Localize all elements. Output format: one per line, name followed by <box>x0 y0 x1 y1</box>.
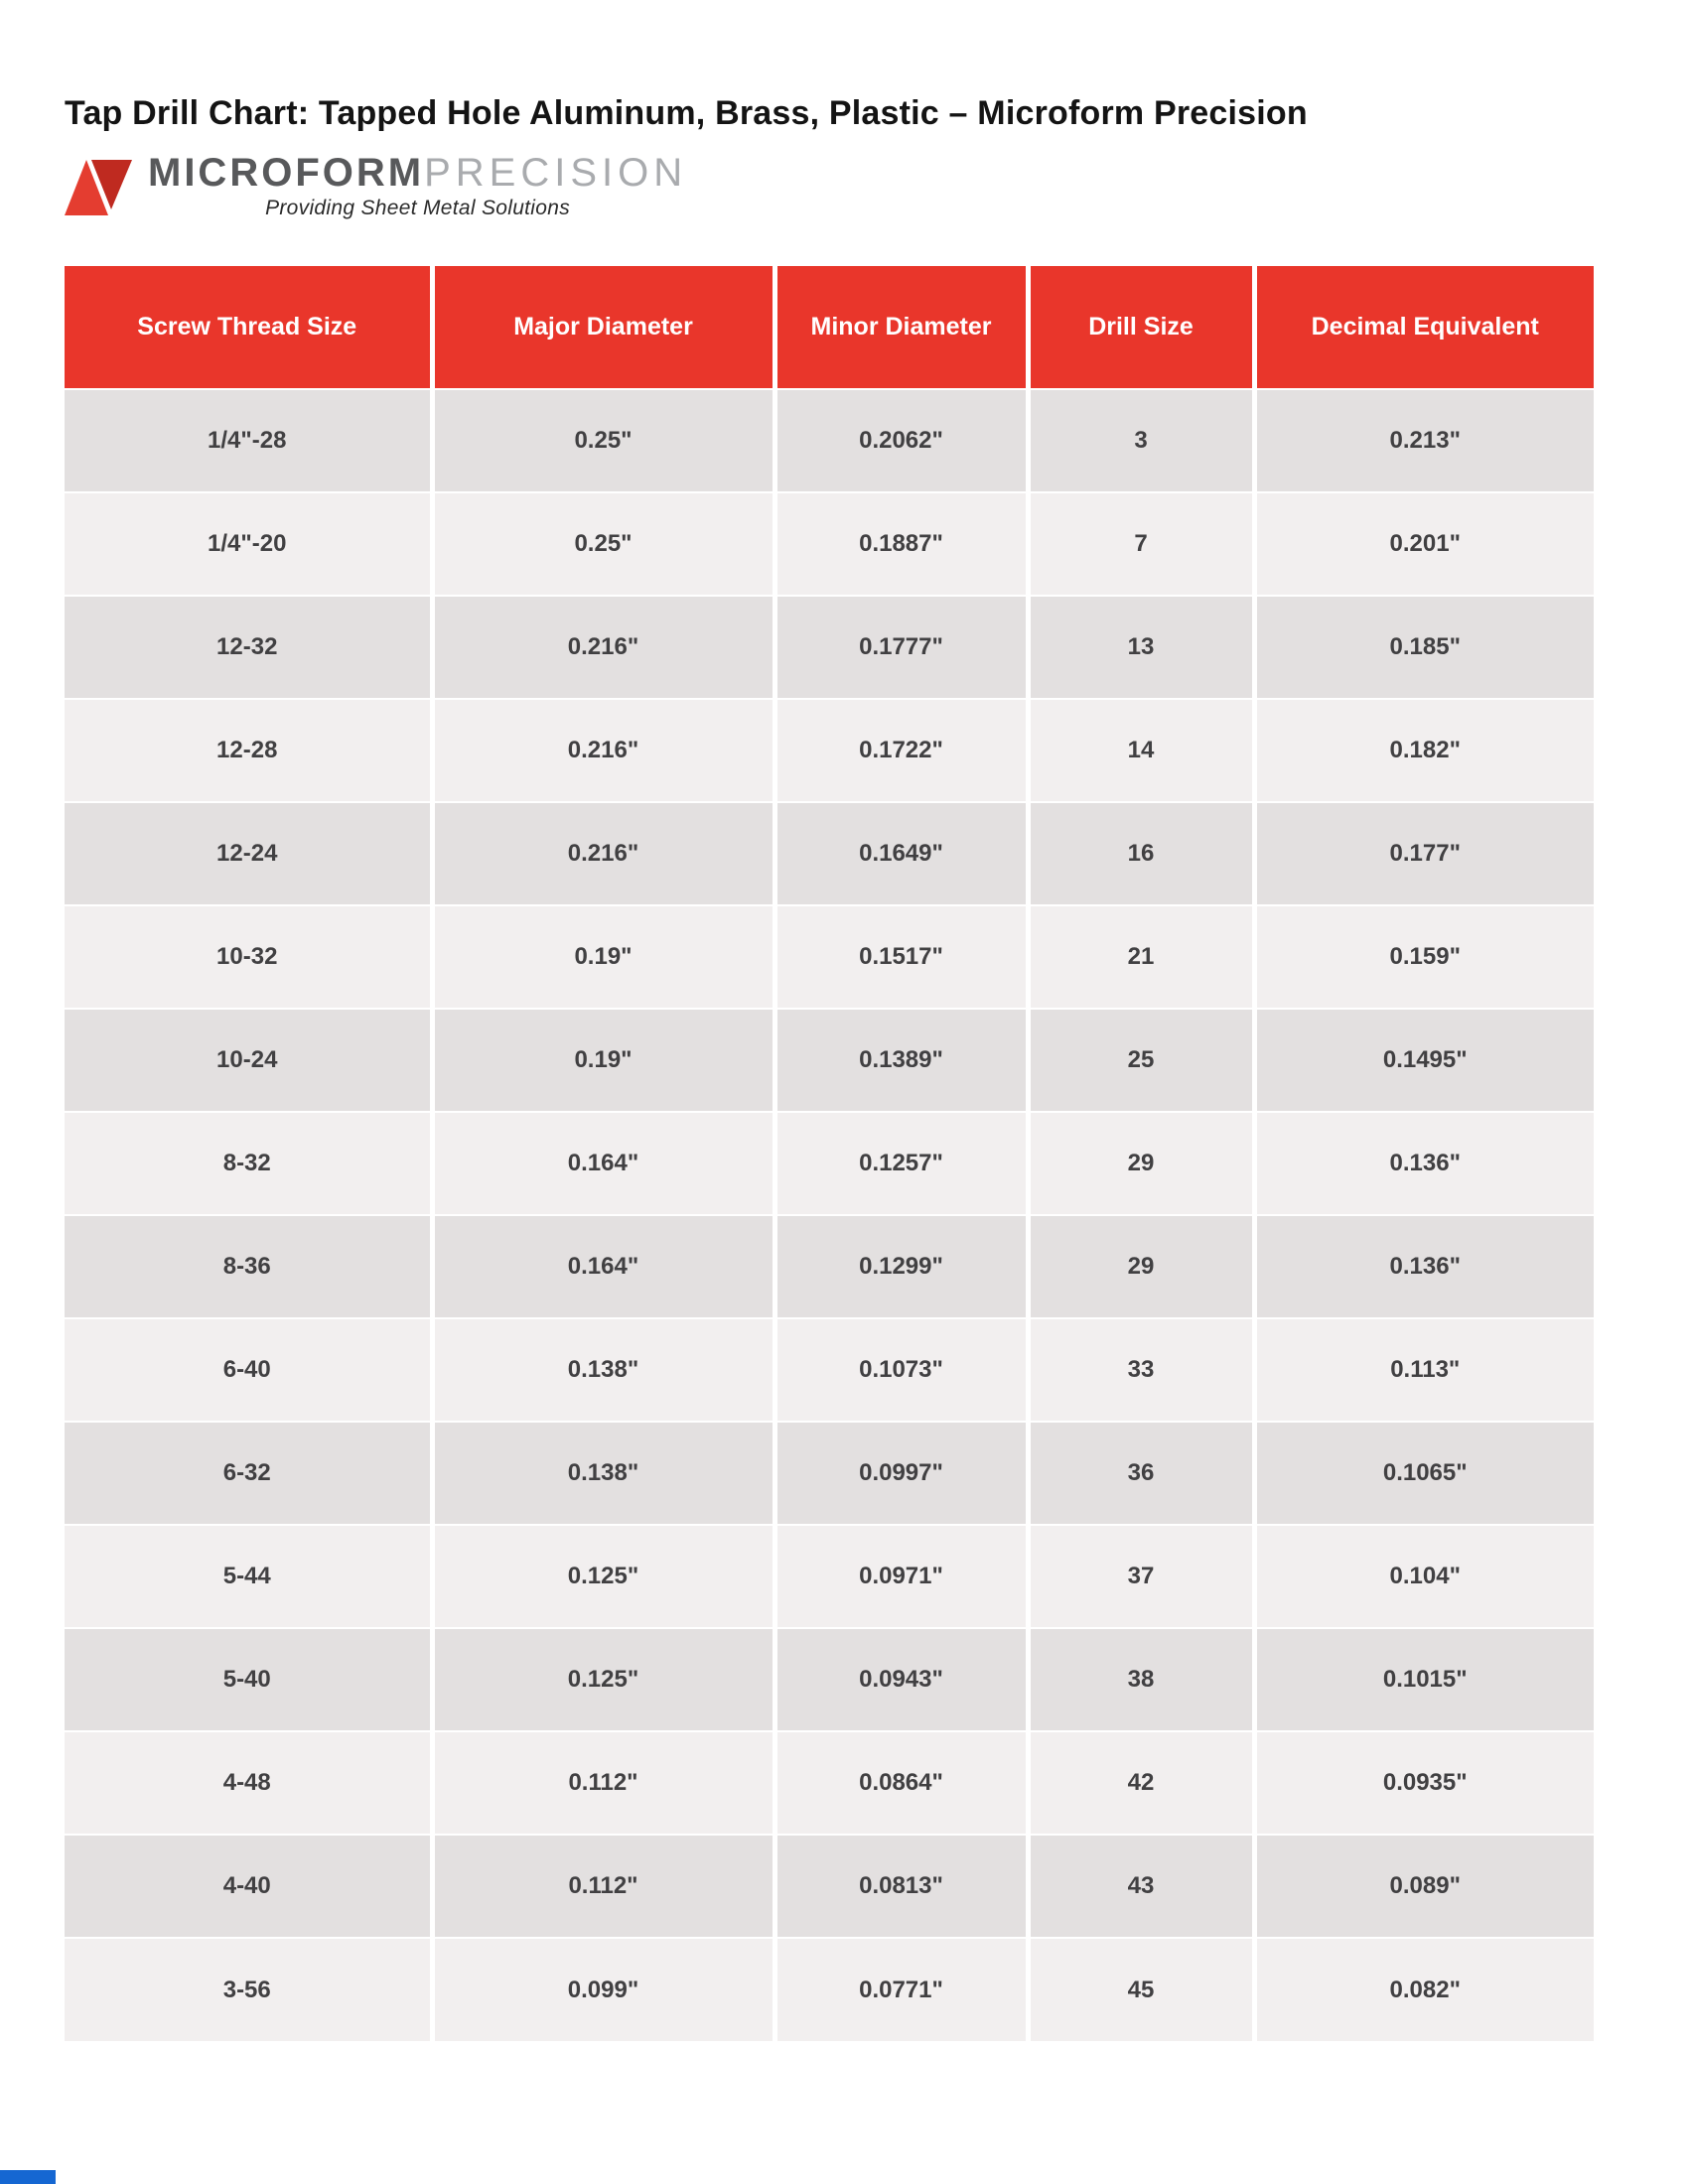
table-cell: 12-32 <box>65 596 432 699</box>
table-row <box>65 1525 1594 1628</box>
logo <box>65 153 1623 220</box>
table-cell: 1/4"-20 <box>65 492 432 596</box>
table-cell: 36 <box>1028 1422 1254 1525</box>
table-cell: 0.136" <box>1254 1215 1594 1318</box>
table-cell: 0.0813" <box>774 1835 1028 1938</box>
table-cell: 0.164" <box>432 1215 774 1318</box>
table-cell: 0.213" <box>1254 389 1594 492</box>
table-row <box>65 1215 1594 1318</box>
table-row <box>65 1835 1594 1938</box>
table-cell: 6-32 <box>65 1422 432 1525</box>
logo-text <box>148 153 687 220</box>
logo-wordmark <box>148 153 687 193</box>
table-cell: 0.1257" <box>774 1112 1028 1215</box>
table-cell: 0.1389" <box>774 1009 1028 1112</box>
table-cell: 4-48 <box>65 1731 432 1835</box>
table-cell: 4-40 <box>65 1835 432 1938</box>
logo-tagline: Providing Sheet Metal Solutions <box>265 197 571 219</box>
table-row <box>65 905 1594 1009</box>
table-row <box>65 699 1594 802</box>
table-row <box>65 1318 1594 1422</box>
table-cell: 0.159" <box>1254 905 1594 1009</box>
table-row <box>65 1422 1594 1525</box>
table-cell: 0.216" <box>432 802 774 905</box>
table-cell: 0.19" <box>432 1009 774 1112</box>
table-cell: 0.1495" <box>1254 1009 1594 1112</box>
table-cell: 5-40 <box>65 1628 432 1731</box>
table-cell: 0.136" <box>1254 1112 1594 1215</box>
table-cell: 0.125" <box>432 1628 774 1731</box>
column-header-minor-diameter: Minor Diameter <box>774 266 1028 389</box>
table-cell: 0.089" <box>1254 1835 1594 1938</box>
table-cell: 0.0935" <box>1254 1731 1594 1835</box>
table-cell: 0.0771" <box>774 1938 1028 2041</box>
table-cell: 0.1649" <box>774 802 1028 905</box>
table-row <box>65 1731 1594 1835</box>
table-row <box>65 492 1594 596</box>
table-cell: 0.1073" <box>774 1318 1028 1422</box>
table-cell: 0.1887" <box>774 492 1028 596</box>
table-cell: 0.0971" <box>774 1525 1028 1628</box>
table-cell: 0.1015" <box>1254 1628 1594 1731</box>
table-row <box>65 1112 1594 1215</box>
table-cell: 0.1517" <box>774 905 1028 1009</box>
table-cell: 29 <box>1028 1112 1254 1215</box>
table-cell: 0.1777" <box>774 596 1028 699</box>
table-cell: 0.138" <box>432 1318 774 1422</box>
table-cell: 0.185" <box>1254 596 1594 699</box>
table-row <box>65 1009 1594 1112</box>
table-cell: 8-32 <box>65 1112 432 1215</box>
table-cell: 12-24 <box>65 802 432 905</box>
table-cell: 0.182" <box>1254 699 1594 802</box>
table-cell: 0.216" <box>432 596 774 699</box>
column-header-drill-size: Drill Size <box>1028 266 1254 389</box>
table-cell: 0.1722" <box>774 699 1028 802</box>
table-cell: 0.112" <box>432 1731 774 1835</box>
table-cell: 33 <box>1028 1318 1254 1422</box>
table-row <box>65 389 1594 492</box>
table-cell: 29 <box>1028 1215 1254 1318</box>
table-cell: 0.099" <box>432 1938 774 2041</box>
table-cell: 0.082" <box>1254 1938 1594 2041</box>
table-cell: 43 <box>1028 1835 1254 1938</box>
table-cell: 25 <box>1028 1009 1254 1112</box>
tap-drill-table <box>65 266 1594 2041</box>
table-cell: 0.112" <box>432 1835 774 1938</box>
table-cell: 0.216" <box>432 699 774 802</box>
table-cell: 10-32 <box>65 905 432 1009</box>
table-cell: 3-56 <box>65 1938 432 2041</box>
table-cell: 0.177" <box>1254 802 1594 905</box>
table-cell: 0.19" <box>432 905 774 1009</box>
table-cell: 10-24 <box>65 1009 432 1112</box>
table-cell: 12-28 <box>65 699 432 802</box>
table-row <box>65 802 1594 905</box>
table-cell: 7 <box>1028 492 1254 596</box>
table-cell: 0.1299" <box>774 1215 1028 1318</box>
table-cell: 0.2062" <box>774 389 1028 492</box>
table-body <box>65 389 1594 2041</box>
table-cell: 0.1065" <box>1254 1422 1594 1525</box>
table-cell: 14 <box>1028 699 1254 802</box>
table-cell: 45 <box>1028 1938 1254 2041</box>
table-cell: 0.113" <box>1254 1318 1594 1422</box>
logo-secondary-text: PRECISION <box>424 151 688 195</box>
page-title: Tap Drill Chart: Tapped Hole Aluminum, Brass, Plastic – Microform Precision <box>65 94 1308 132</box>
column-header-screw-thread-size: Screw Thread Size <box>65 266 432 389</box>
table-cell: 6-40 <box>65 1318 432 1422</box>
table-row <box>65 1628 1594 1731</box>
table-row <box>65 596 1594 699</box>
table-cell: 0.201" <box>1254 492 1594 596</box>
table-cell: 1/4"-28 <box>65 389 432 492</box>
table-cell: 42 <box>1028 1731 1254 1835</box>
table-cell: 8-36 <box>65 1215 432 1318</box>
table-cell: 0.138" <box>432 1422 774 1525</box>
table-header-row <box>65 266 1594 389</box>
table-cell: 0.25" <box>432 389 774 492</box>
column-header-decimal-equivalent: Decimal Equivalent <box>1254 266 1594 389</box>
table-cell: 16 <box>1028 802 1254 905</box>
table-cell: 3 <box>1028 389 1254 492</box>
microform-logo-icon <box>65 158 134 215</box>
table-cell: 38 <box>1028 1628 1254 1731</box>
table-cell: 37 <box>1028 1525 1254 1628</box>
footer-blue-bar <box>0 2170 56 2184</box>
table-cell: 13 <box>1028 596 1254 699</box>
table-cell: 0.164" <box>432 1112 774 1215</box>
table-cell: 0.0997" <box>774 1422 1028 1525</box>
table-cell: 21 <box>1028 905 1254 1009</box>
column-header-major-diameter: Major Diameter <box>432 266 774 389</box>
table-cell: 5-44 <box>65 1525 432 1628</box>
table-cell: 0.25" <box>432 492 774 596</box>
table-cell: 0.0943" <box>774 1628 1028 1731</box>
table-cell: 0.125" <box>432 1525 774 1628</box>
table-row <box>65 1938 1594 2041</box>
table-cell: 0.104" <box>1254 1525 1594 1628</box>
logo-primary-text: MICROFORM <box>148 151 425 195</box>
table-cell: 0.0864" <box>774 1731 1028 1835</box>
